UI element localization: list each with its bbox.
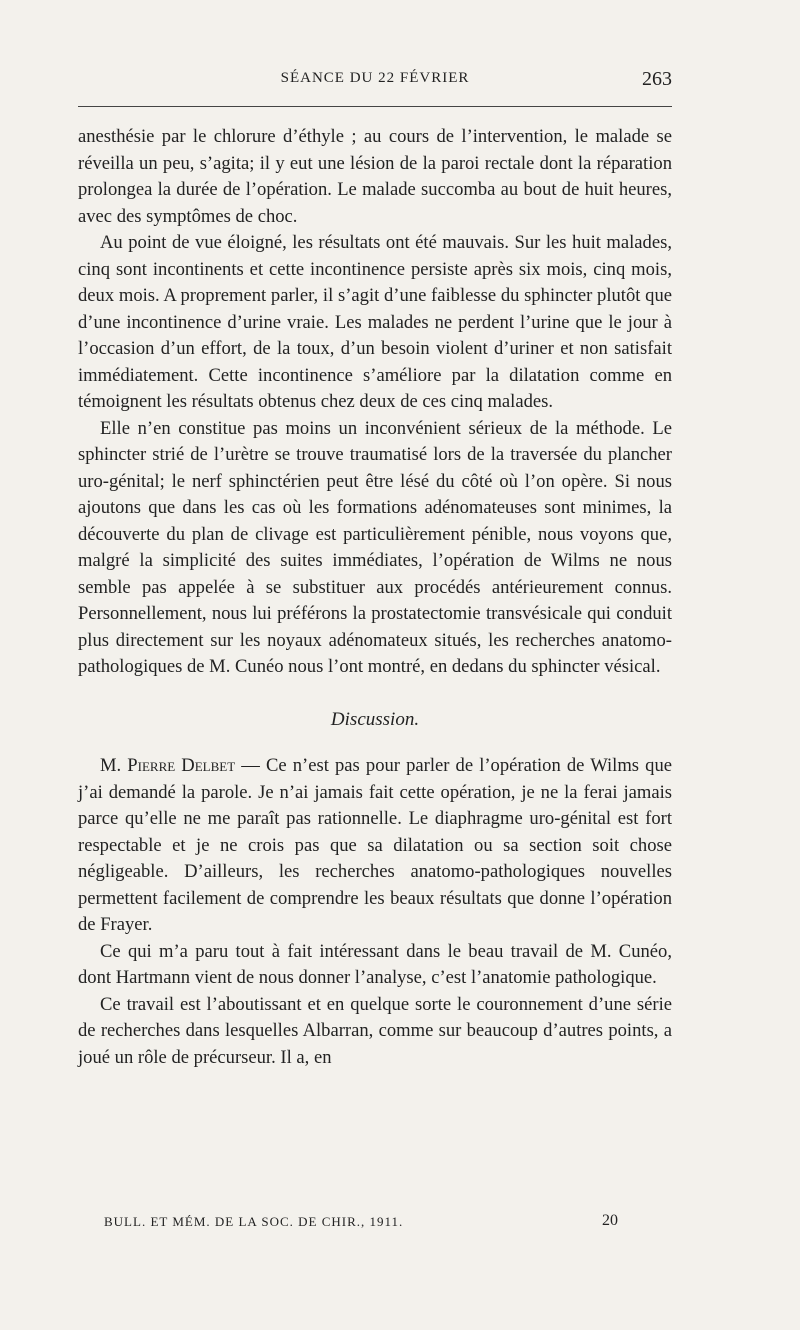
discussion-paragraph <box>78 753 672 939</box>
page-footer <box>104 1210 618 1236</box>
running-title: SÉANCE DU 22 FÉVRIER <box>280 70 470 86</box>
signature-mark: 20 <box>602 1212 618 1229</box>
discussion-text: — Ce n’est pas pour parler de l’opération de Wilms que j’ai demandé la parole. Je n’ai jamais fait cette opération, je ne la ferai jamais parce qu’elle ne me paraît pas rationnelle. Le diaphragme uro-génital est fort respectable et je ne crois pas que sa dilatation ou sa section soit chose négligeable. D’ailleurs, les recherches anatomo-pathologiques nouvelles permettent facilement de comprendre les beaux résultats que donne l’opération de Frayer. <box>78 755 673 935</box>
header-rule <box>78 106 672 107</box>
paragraph: anesthésie par le chlorure d’éthyle ; au cours de l’intervention, le malade se réveilla un peu, s’agita; il y eut une lésion de la paroi rectale dont la réparation prolongea la durée de l’opération. Le malade succomba au bout de huit heures, avec des symptômes de choc. <box>78 126 672 227</box>
journal-citation: BULL. ET MÉM. DE LA SOC. DE CHIR., 1911. <box>104 1214 404 1229</box>
body-text <box>78 124 672 1071</box>
paragraph: Elle n’en constitue pas moins un inconvénient sérieux de la méthode. Le sphincter strié de l’urètre se trouve traumatisé lors de la traversée du plancher uro-génital; le nerf sphinctérien peut être lésé du côté où l’on opère. Si nous ajoutons que dans les cas où les formations adénomateuses sont minimes, la découverte du plan de clivage est particulièrement pénible, nous voyons que, malgré la simplicité des suites immédiates, l’opération de Wilms ne nous semble pas appelée à se substituer aux procédés antérieurement connus. Personnellement, nous lui préférons la prostatectomie transvésicale qui conduit plus directement sur les noyaux adénomateux situés, les recherches anatomo-pathologiques de M. Cunéo nous l’ont montré, en dedans du sphincter vésical. <box>78 417 672 677</box>
discussion-heading: Discussion. <box>330 708 420 730</box>
paragraph: Au point de vue éloigné, les résultats ont été mauvais. Sur les huit malades, cinq sont incontinents et cette incontinence persiste après six mois, cinq mois, deux mois. A proprement parler, il s’agit d’une faiblesse du sphincter plutôt que d’une incontinence d’urine vraie. Les malades ne perdent l’urine que le jour à l’occasion d’un effort, de la toux, d’un besoin violent d’uriner et non satisfait immédiatement. Cette incontinence s’améliore par la dilatation comme en témoignent les résultats obtenus chez deux de ces cinq malades. <box>78 232 672 412</box>
speaker-name: Pierre Delbet <box>127 755 236 776</box>
discussion-paragraph: Ce travail est l’aboutissant et en quelque sorte le couronnement d’une série de recherches dans lesquelles Albarran, comme sur beaucoup d’autres points, a joué un rôle de précurseur. Il a, en <box>78 993 672 1068</box>
page-header <box>78 68 672 96</box>
speaker-prefix: M. <box>100 755 122 776</box>
page-number: 263 <box>642 68 672 90</box>
discussion-paragraph: Ce qui m’a paru tout à fait intéressant dans le beau travail de M. Cunéo, dont Hartmann vient de nous donner l’analyse, c’est l’anatomie pathologique. <box>78 940 672 988</box>
